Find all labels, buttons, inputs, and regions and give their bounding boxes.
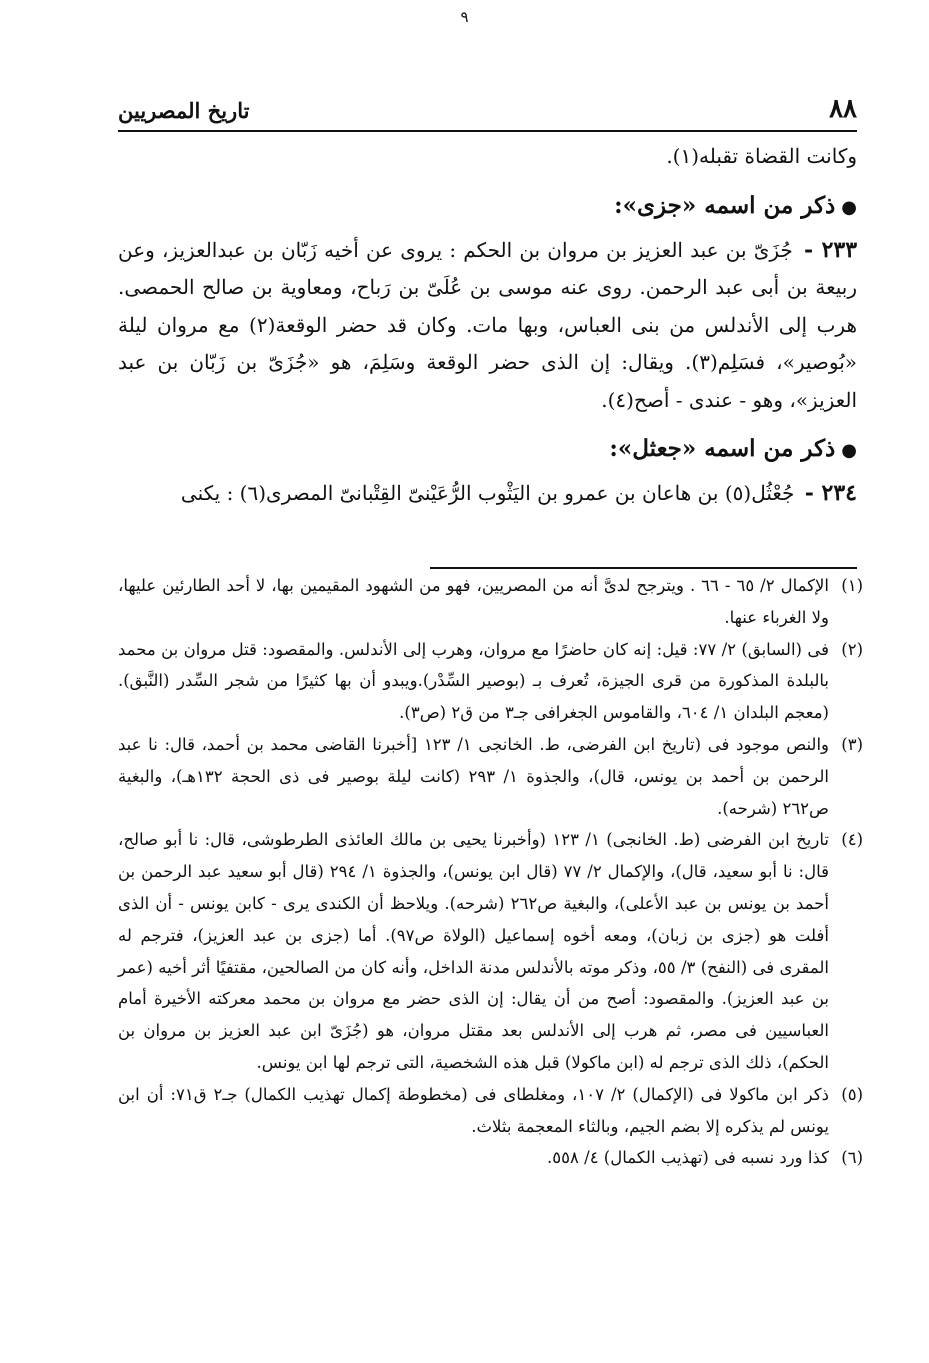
footnote-mark: (٤) [841, 830, 863, 850]
section-heading-jathal [118, 431, 857, 469]
footnote-mark: (١) [841, 576, 863, 595]
intro-line: وكانت القضاة تقبله(١). [666, 144, 857, 168]
footnote-text: فى (السابق) ٢/ ٧٧: قيل: إنه كان حاضرًا مع مروان، وهرب إلى الأندلس. والمقصود: قتل مروان بن محمد بالبلدة المذكورة من قرى الجيزة، تُعرف بـ (بوصير السِّدْر).ويبدو أن بها كثيرًا من شجر السِّدر (النَّبق). (معجم البلدان ١/ ٦٠٤، والقاموس الجغرافى جـ٣ من ق٢ (ص٣). [118, 639, 829, 723]
entry-234 [118, 475, 857, 513]
footnote-text: الإكمال ٢/ ٦٥ - ٦٦ . ويترجح لدىَّ أنه من المصريين، فهو من الشهود المقيمين بها، لا أحد الطارئين عليها، ولا الغرباء عنها. [118, 576, 829, 627]
page-mark: ٩ [460, 8, 469, 26]
bullet-icon: ● [841, 440, 857, 461]
heading-text: ذكر من اسمه «جزى»: [614, 191, 836, 219]
footnote-3 [118, 729, 863, 824]
main-text [118, 138, 857, 513]
footnote-text: كذا ورد نسبه فى (تهذيب الكمال) ٤/ ٥٥٨. [547, 1148, 829, 1168]
entry-233 [118, 232, 857, 420]
footnote-4 [118, 824, 863, 1078]
footnote-mark: (٢) [841, 639, 863, 659]
footnote-text: ذكر ابن ماكولا فى (الإكمال) ٢/ ١٠٧، ومغلطاى فى (مخطوطة إكمال تهذيب الكمال) جـ٢ ق٧١: أن ابن يونس لم يذكره إلا بضم الجيم، وبالثاء المعجمة بثلاث. [118, 1084, 829, 1136]
heading-text: ذكر من اسمه «جعثل»: [609, 435, 836, 462]
entry-number: ٢٣٣ - [803, 236, 858, 263]
footnote-mark: (٣) [841, 734, 863, 754]
entry-text: جُعْثُل(٥) بن هاعان بن عمرو بن اليَثْوب الرُّعَيْنىّ القِتْبانىّ المصرى(٦) : يكنى [180, 481, 795, 505]
page-number: ٨٨ [829, 94, 857, 124]
footnote-divider [430, 567, 857, 569]
bullet-icon: ● [841, 196, 857, 218]
footnote-5 [118, 1079, 863, 1143]
entry-number: ٢٣٤ - [804, 480, 857, 506]
footnote-mark: (٦) [841, 1148, 863, 1168]
footnote-1 [118, 570, 863, 634]
footnote-mark: (٥) [841, 1084, 863, 1104]
footnote-2 [118, 634, 863, 729]
footnote-text: والنص موجود فى (تاريخ ابن الفرضى، ط. الخانجى ١/ ١٢٣ [أخبرنا القاضى محمد بن أحمد، قال: نا عبد الرحمن بن أحمد بن يونس، قال)، والجذوة ١/ ٢٩٣ (كانت ليلة بوصير فى ذى الحجة ١٣٢هـ)، والبغية ص٢٦٢ (شرحه). [118, 734, 830, 818]
footnotes [118, 570, 863, 1174]
section-heading-jazi [118, 188, 857, 226]
footnote-6 [118, 1142, 863, 1174]
running-title: تاريخ المصريين [118, 98, 250, 123]
page-header [118, 92, 857, 132]
entry-text: جُزَىّ بن عبد العزيز بن مروان بن الحكم : يروى عن أخيه زَبّان بن عبدالعزيز، وعن ربيعة بن أبى عبد الرحمن. روى عنه موسى بن عُلَىّ بن رَباح، ومعاوية بن صالح الحمصى. هرب إلى الأندلس من بنى العباس، وبها مات. وكان قد حضر الوقعة(٢) مع مروان ليلة «بُوصير»، فسَلِم(٣). ويقال: إن الذى حضر الوقعة وسَلِمَ، هو «جُزَىّ بن زَبّان بن عبد العزيز»، وهو - عندى - أصح(٤). [118, 237, 858, 412]
footnote-text: تاريخ ابن الفرضى (ط. الخانجى) ١/ ١٢٣ (وأخبرنا يحيى بن مالك العائذى الطرطوشى، قال: نا أبو صالح، قال: نا أبو سعيد، قال)، والإكمال ٢/ ٧٧ (قال ابن يونس)، والجذوة ١/ ٢٩٤ (قال أبو سعيد عبد الرحمن بن أحمد بن يونس بن عبد الأعلى)، والبغية ص٢٦٢ (شرحه). ويلاحظ أن الكندى يرى - كابن يونس - أن الذى أفلت هو (جزى بن زبان)، ومعه أخوه إسماعيل (الولاة ص٩٧). أما (جزى بن عبد العزيز)، فترجم له المقرى فى (النفح) ٣/ ٥٥، وذكر موته بالأندلس مدنة الداخل، وأنه كان من الصالحين، مقتفيًا أثر أخيه (عمر بن عبد العزيز). والمقصود: أصح من أن يقال: إن الذى حضر مع مروان بن محمد معركته الأخيرة أمام العباسيين فى مصر، ثم هرب إلى الأندلس بعد مقتل مروان، هو (جُزَىّ ابن عبد العزيز بن مروان بن الحكم)، ذلك الذى ترجم له (ابن ماكولا) قبل هذه الشخصية، التى ترجم لها ابن يونس. [118, 830, 829, 1072]
